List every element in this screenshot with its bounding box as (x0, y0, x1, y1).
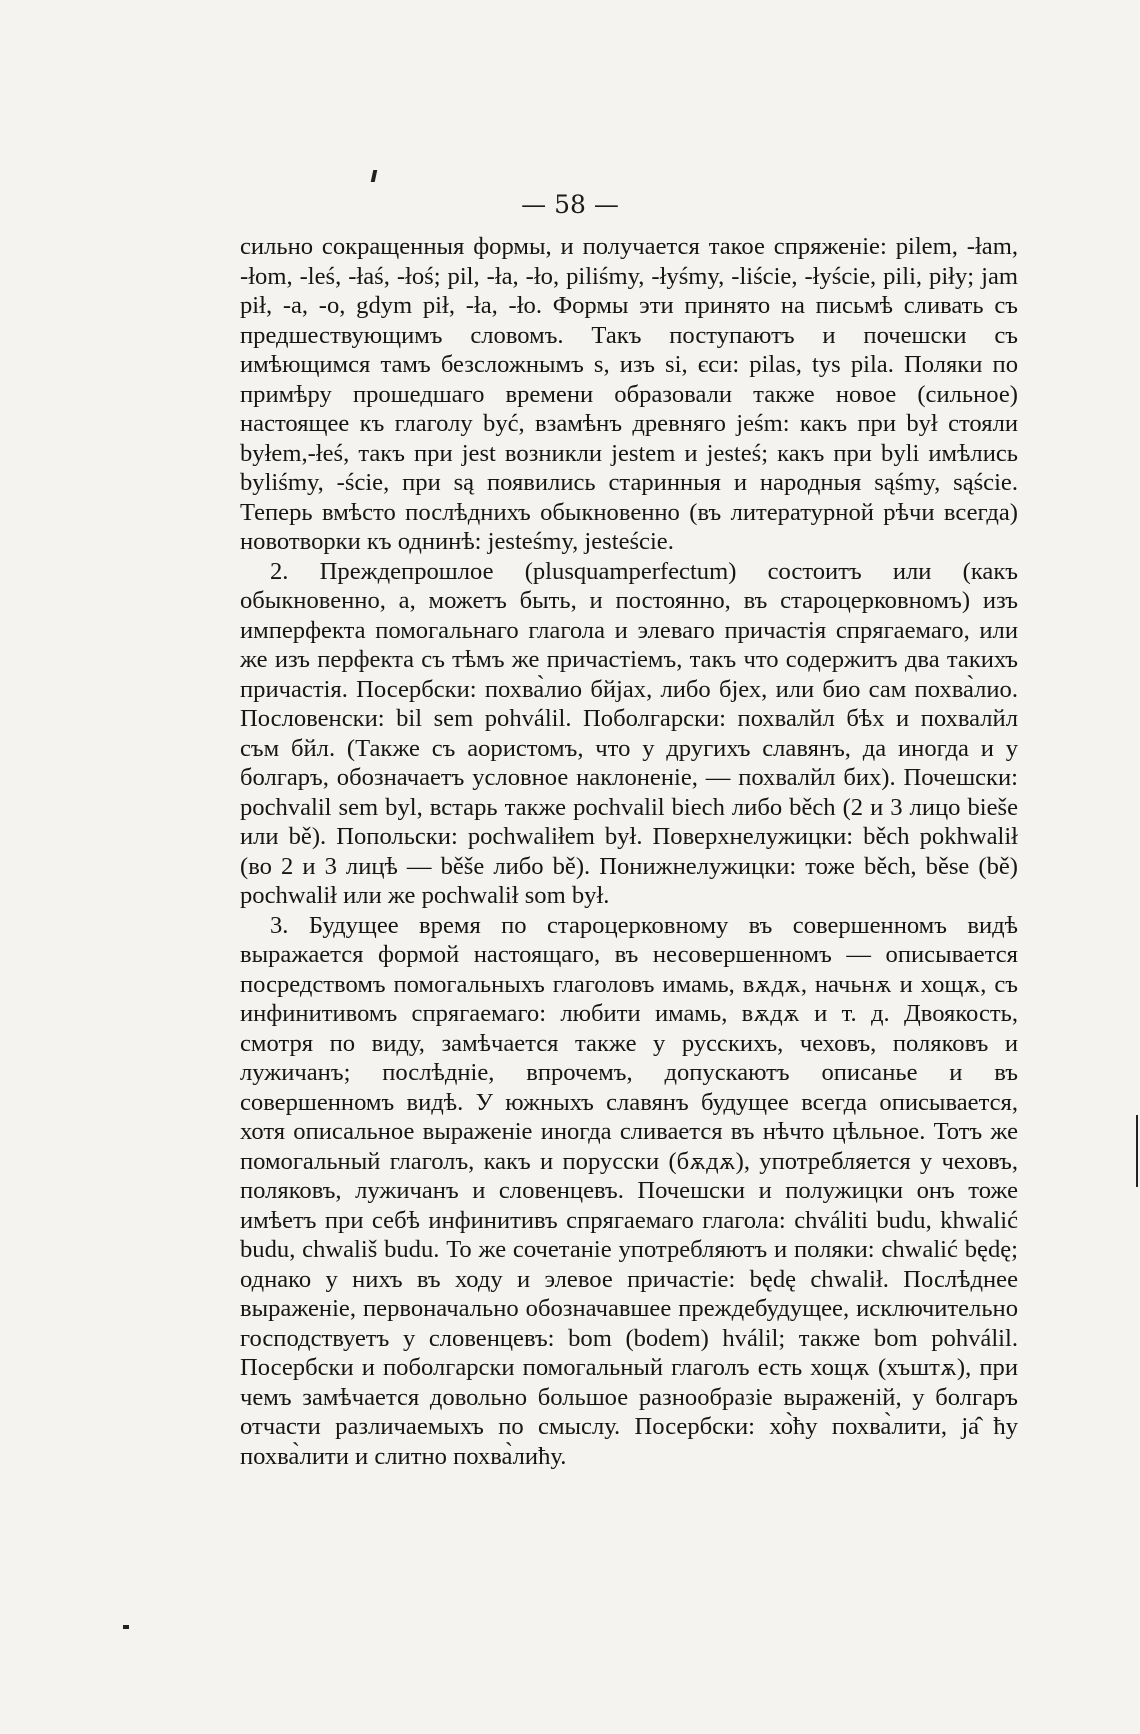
paragraph-2-pluperfect: 2. Преждепрошлое (plusquamperfectum) состоитъ или (какъ обыкновенно, а, можетъ быть, и постоянно, въ староцерковномъ) изъ имперфекта помогальнаго глагола и элеваго причастія спрягаемаго, или же изъ перфекта съ тѣмъ же причастіемъ, такъ что содержитъ два такихъ причастія. Посербски: похва̀лио бйјах, либо бјех, или био сам похва̀лио. Пословенски: bil sem pohválil. Поболгарски: похвалйл бѣх и похвалйл съм бйл. (Также съ аористомъ, что у другихъ славянъ, да иногда и у болгаръ, обозначаетъ условное наклоненіе, — похвалйл бих). Почешски: pochvalil sem byl, встарь также pochvalil biech либо běch (2 и 3 лицо bieše или bě). Попольски: pochwaliłem był. Поверхнелужицки: běch pokhwalił (во 2 и 3 лицѣ — běše либо bě). Понижнелужицки: тоже běch, běse (bě) pochwalił или же pochwalił som był. (240, 557, 1018, 909)
ink-mark (371, 170, 378, 182)
paragraph-1: сильно сокращенныя формы, и получается такое спряженіе: pilem, -łam, -łom, -leś, -łaś, -łoś; pil, -ła, -ło, piliśmy, -łyśmy, -liście, -łyście, pili, piły; jam pił, -a, -o, gdym pił, -ła, -ło. Формы эти принято на письмѣ сливать съ предшествующимъ словомъ. Такъ поступаютъ и почешски съ имѣющимся тамъ безсложнымъ s, изъ si, єси: pilas, tys pila. Поляки по примѣру прошедшаго времени образовали также новое (сильное) настоящее къ глаголу być, взамѣнъ древняго jeśm: какъ при był стояли byłem,-łeś, такъ при jest возникли jestem и jesteś; какъ при byli имѣлись byliśmy, -ście, при są появились старинныя и народныя sąśmy, sąście. Теперь вмѣсто послѣднихъ обыкновенно (въ литературной рѣчи всегда) новотворки къ однинѣ: jesteśmy, jesteście. (240, 233, 1018, 555)
page-number: — 58 — (521, 190, 619, 219)
scan-edge-mark (1136, 1115, 1138, 1187)
page-body (240, 232, 1018, 1471)
ink-dot (123, 1625, 129, 1629)
paragraph-3-future: 3. Будущее время по староцерковному въ совершенномъ видѣ выражается формой настоящаго, въ несовершенномъ — описывается посредствомъ помогальныхъ глаголовъ имамь, вѫдѫ, начьнѫ и хощѫ, съ инфинитивомъ спрягаемаго: любити имамь, вѫдѫ и т. д. Двоякость, смотря по виду, замѣчается также у русскихъ, чеховъ, поляковъ и лужичанъ; послѣдніе, впрочемъ, допускаютъ описанье и въ совершенномъ видѣ. У южныхъ славянъ будущее всегда описывается, хотя описальное выраженіе иногда сливается въ нѣчто цѣльное. Тотъ же помогальный глаголъ, какъ и порусски (бѫдѫ), употребляется у чеховъ, поляковъ, лужичанъ и словенцевъ. Почешски и полужицки онъ тоже имѣетъ при себѣ инфинитивъ спрягаемаго глагола: chváliti budu, khwalić budu, chwališ budu. То же сочетаніе употребляютъ и поляки: chwalić będę; однако у нихъ въ ходу и элевое причастіе: będę chwalił. Послѣднее выраженіе, первоначально обозначавшее преждебудущее, исключительно господствуетъ у словенцевъ: bom (bodem) hválil; также bom pohválil. Посербски и поболгарски помогальный глаголъ есть хощѫ (хъштѫ), при чемъ замѣчается довольно большое разнообразіе выраженій, у болгаръ отчасти различаемыхъ по смыслу. Посербски: хо̀ћу похва̀лити, ја̂ ћу похва̀лити и слитно похва̀лићу. (240, 911, 1018, 1470)
